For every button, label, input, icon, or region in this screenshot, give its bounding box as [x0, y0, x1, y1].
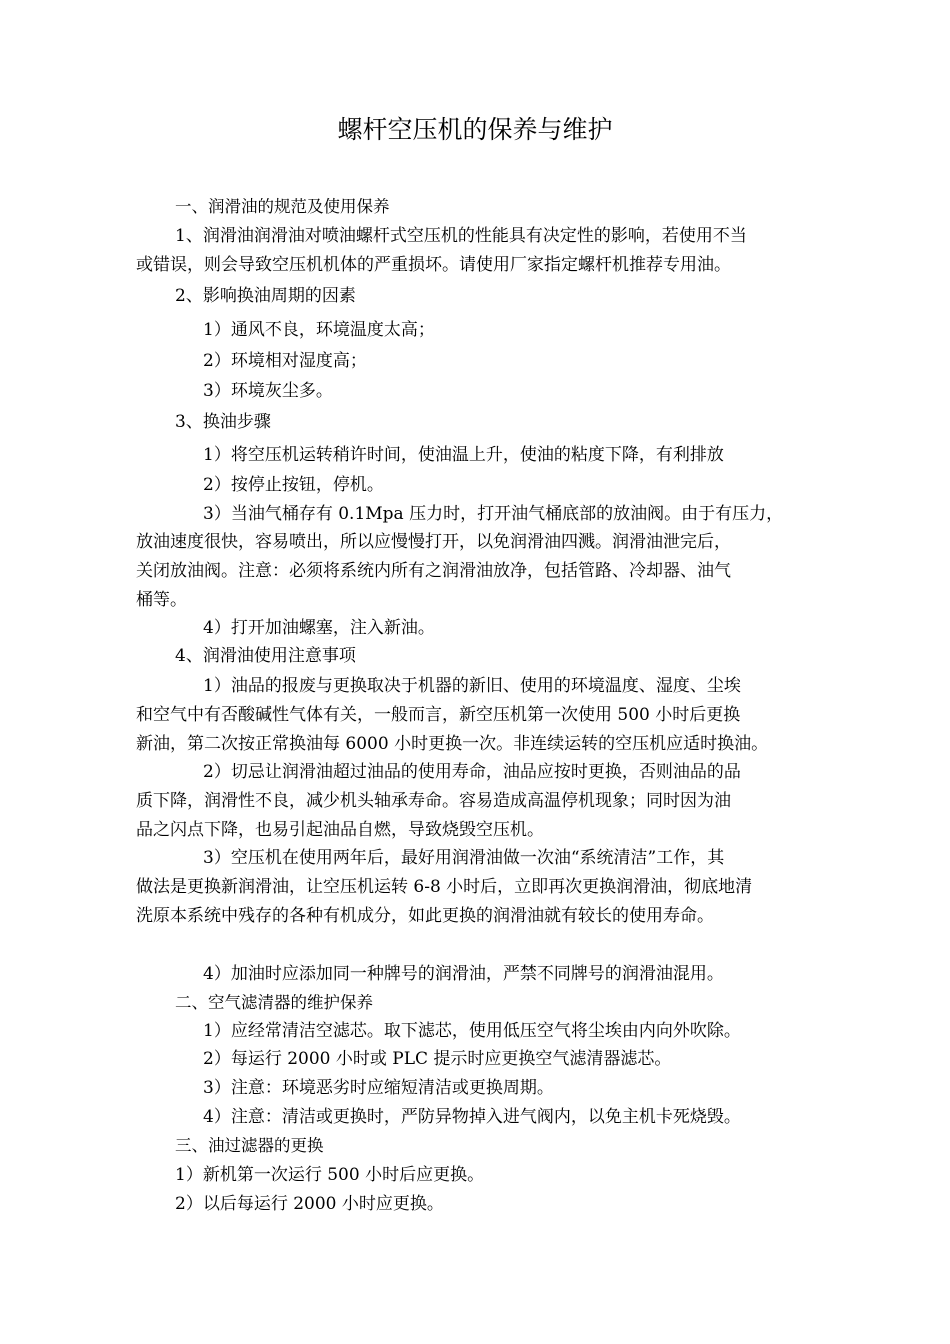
list-item: 2）每运行 2000 小时或 PLC 提示时应更换空气滤清器滤芯。 — [203, 1049, 672, 1069]
list-item: 2）按停止按钮，停机。 — [203, 475, 384, 495]
list-item: 2）切忌让润滑油超过油品的使用寿命，油品应按时更换，否则油品的品 — [203, 762, 741, 782]
paragraph-line: 桶等。 — [136, 590, 187, 610]
paragraph-line: 关闭放油阀。注意：必须将系统内所有之润滑油放净，包括管路、冷却器、油气 — [136, 561, 731, 581]
paragraph-line: 品之闪点下降，也易引起油品自燃，导致烧毁空压机。 — [136, 820, 544, 840]
section-heading-lubricating-oil: 一、润滑油的规范及使用保养 — [175, 197, 390, 216]
list-item: 1）通风不良，环境温度太高； — [203, 320, 435, 340]
paragraph-line: 或错误，则会导致空压机机体的严重损坏。请使用厂家指定螺杆机推荐专用油。 — [136, 255, 731, 275]
list-item: 4）加油时应添加同一种牌号的润滑油，严禁不同牌号的润滑油混用。 — [203, 964, 724, 984]
list-item: 3）空压机在使用两年后，最好用润滑油做一次油“系统清洁”工作，其 — [203, 848, 725, 868]
list-item: 1）新机第一次运行 500 小时后应更换。 — [175, 1165, 485, 1185]
list-item: 4）打开加油螺塞，注入新油。 — [203, 618, 435, 638]
subheading-oil-usage-notes: 4、润滑油使用注意事项 — [175, 646, 356, 666]
subheading-oil-change-steps: 3、换油步骤 — [175, 412, 271, 432]
paragraph-line: 新油，第二次按正常换油每 6000 小时更换一次。非连续运转的空压机应适时换油。 — [136, 734, 769, 754]
paragraph-line: 做法是更换新润滑油，让空压机运转 6-8 小时后，立即再次更换润滑油，彻底地清 — [136, 877, 753, 897]
list-item: 3）注意：环境恶劣时应缩短清洁或更换周期。 — [203, 1078, 554, 1098]
section-heading-oil-filter: 三、油过滤器的更换 — [175, 1136, 324, 1155]
paragraph-line: 洗原本系统中残存的各种有机成分，如此更换的润滑油就有较长的使用寿命。 — [136, 906, 714, 926]
paragraph-line: 放油速度很快，容易喷出，所以应慢慢打开，以免润滑油四溅。润滑油泄完后， — [136, 532, 731, 552]
document-title: 螺杆空压机的保养与维护 — [337, 115, 613, 144]
list-item: 1）油品的报废与更换取决于机器的新旧、使用的环境温度、湿度、尘埃 — [203, 676, 741, 696]
list-item: 1）将空压机运转稍许时间，使油温上升，使油的粘度下降，有利排放 — [203, 445, 724, 465]
list-item: 3）环境灰尘多。 — [203, 381, 333, 401]
list-item: 4）注意：清洁或更换时，严防异物掉入进气阀内，以免主机卡死烧毁。 — [203, 1107, 741, 1127]
paragraph-line: 和空气中有否酸碱性气体有关，一般而言，新空压机第一次使用 500 小时后更换 — [136, 705, 741, 725]
paragraph-line: 1、润滑油润滑油对喷油螺杆式空压机的性能具有决定性的影响，若使用不当 — [175, 226, 747, 246]
list-item: 3）当油气桶存有 0.1Mpa 压力时，打开油气桶底部的放油阀。由于有压力， — [203, 504, 784, 524]
paragraph-line: 质下降，润滑性不良，减少机头轴承寿命。容易造成高温停机现象；同时因为油 — [136, 791, 731, 811]
list-item: 2）以后每运行 2000 小时应更换。 — [175, 1194, 444, 1214]
list-item: 1）应经常清洁空滤芯。取下滤芯，使用低压空气将尘埃由内向外吹除。 — [203, 1021, 741, 1041]
subheading-oil-change-factors: 2、影响换油周期的因素 — [175, 286, 356, 306]
section-heading-air-filter: 二、空气滤清器的维护保养 — [175, 993, 373, 1012]
list-item: 2）环境相对湿度高； — [203, 351, 367, 371]
